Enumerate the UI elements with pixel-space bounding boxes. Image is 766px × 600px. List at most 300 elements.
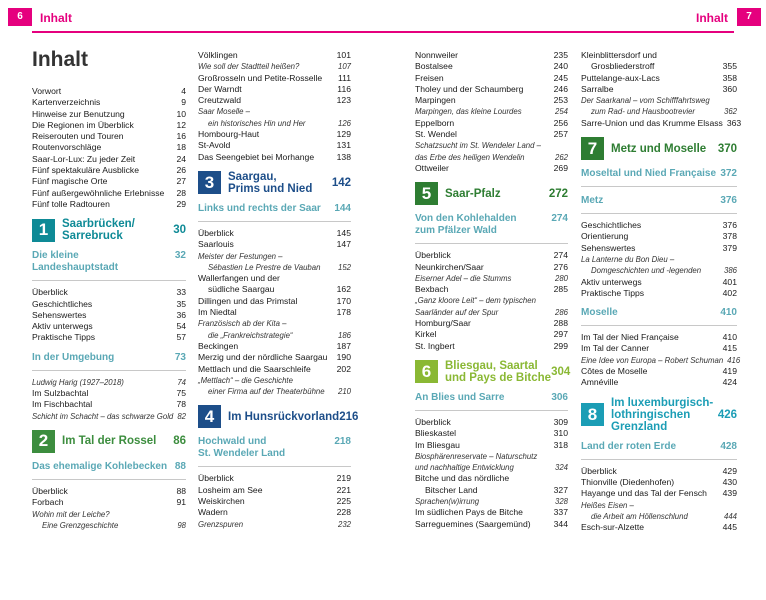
entry-page: 98 xyxy=(177,520,186,530)
feature-box-entry[interactable] xyxy=(32,377,186,388)
feature-box-entry[interactable] xyxy=(581,95,737,106)
toc-entry[interactable] xyxy=(415,73,568,84)
entry-label: Überblick xyxy=(581,465,617,476)
section-heading[interactable] xyxy=(581,441,737,453)
entry-label: Saar-Lor-Lux: Zu jeder Zeit xyxy=(32,153,136,164)
toc-entry[interactable] xyxy=(32,497,186,508)
entry-page: 253 xyxy=(553,95,568,106)
entry-page: 138 xyxy=(336,151,351,162)
entry-page: 269 xyxy=(553,162,568,173)
toc-entry[interactable] xyxy=(581,288,737,299)
toc-entry[interactable] xyxy=(581,477,737,488)
section-divider xyxy=(581,459,737,460)
feature-box-entry[interactable] xyxy=(198,251,351,262)
entry-page: 355 xyxy=(722,61,737,72)
toc-entry[interactable] xyxy=(32,199,186,210)
toc-entry[interactable] xyxy=(581,488,737,499)
entry-label: Überblick xyxy=(198,227,234,238)
entry-label: Sarralbe xyxy=(581,83,614,94)
toc-entry[interactable] xyxy=(415,61,568,72)
entry-page: 360 xyxy=(722,83,737,94)
entry-page: 4 xyxy=(181,86,186,96)
chapter-title: Im Tal der Rossel xyxy=(62,435,157,448)
feature-box-entry[interactable] xyxy=(415,462,568,473)
section-page: 88 xyxy=(174,460,186,472)
entry-page: 402 xyxy=(722,287,737,298)
feature-box-entry[interactable] xyxy=(415,106,568,117)
toc-entry[interactable] xyxy=(32,109,186,120)
entry-page: 328 xyxy=(554,497,568,507)
entry-label: Saarlouis xyxy=(198,239,234,250)
toc-entry[interactable] xyxy=(415,84,568,95)
toc-entry[interactable] xyxy=(198,273,351,284)
entry-label: Hayange und das Tal der Fensch xyxy=(581,488,707,499)
toc-entry[interactable] xyxy=(415,250,568,261)
entry-page: 74 xyxy=(177,377,186,387)
entry-label: Im Niedtal xyxy=(198,307,237,318)
entry-label: Sébastien Le Prestre de Vauban xyxy=(208,262,321,272)
feature-box-entry[interactable] xyxy=(415,295,568,306)
feature-box-entry[interactable] xyxy=(198,519,351,530)
toc-entry[interactable] xyxy=(198,284,351,295)
entry-page: 152 xyxy=(337,262,351,272)
toc-entry[interactable] xyxy=(32,332,186,343)
toc-entry[interactable] xyxy=(581,84,737,95)
toc-entry[interactable] xyxy=(32,388,186,399)
feature-box-entry[interactable] xyxy=(415,140,568,151)
feature-box-entry[interactable] xyxy=(581,254,737,265)
toc-entry[interactable] xyxy=(581,231,737,242)
entry-page: 170 xyxy=(336,295,351,306)
entry-page: 288 xyxy=(553,318,568,329)
entry-page: 36 xyxy=(176,309,186,320)
feature-box-entry[interactable] xyxy=(415,451,568,462)
entry-label: Côtes de Moselle xyxy=(581,366,648,377)
toc-entry[interactable] xyxy=(415,262,568,273)
toc-entry[interactable] xyxy=(198,307,351,318)
toc-entry[interactable] xyxy=(415,440,568,451)
toc-entry[interactable] xyxy=(198,73,351,84)
entry-label: Esch-sur-Alzette xyxy=(581,522,645,533)
toc-entry[interactable] xyxy=(415,318,568,329)
chapter-heading[interactable] xyxy=(415,182,568,205)
entry-label: Grosbliederstroff xyxy=(591,61,655,72)
toc-entry[interactable] xyxy=(415,329,568,340)
feature-box-entry[interactable] xyxy=(581,355,741,366)
section-divider xyxy=(32,479,186,480)
toc-entry[interactable] xyxy=(198,364,351,375)
entry-page: 111 xyxy=(337,72,351,83)
entry-page: 419 xyxy=(722,366,737,377)
entry-page: 57 xyxy=(176,332,186,343)
entry-label: Überblick xyxy=(32,485,68,496)
entry-page: 363 xyxy=(726,117,742,128)
entry-label: Schicht im Schacht – das schwarze Gold xyxy=(32,411,174,421)
entry-page: 178 xyxy=(336,307,351,318)
feature-box-entry[interactable] xyxy=(32,509,186,520)
toc-entry[interactable] xyxy=(198,140,351,151)
section-heading[interactable] xyxy=(32,461,186,473)
entry-page: 228 xyxy=(336,507,351,518)
section-page: 274 xyxy=(551,213,568,225)
entry-label: St. Wendel xyxy=(415,129,457,140)
entry-page: 262 xyxy=(554,152,568,162)
section-divider xyxy=(198,466,351,467)
entry-label: Marpingen, das kleine Lourdes xyxy=(415,107,522,117)
feature-box-entry[interactable] xyxy=(198,106,351,117)
feature-box-entry[interactable] xyxy=(581,500,737,511)
toc-entry[interactable] xyxy=(415,118,568,129)
toc-entry[interactable] xyxy=(415,341,568,352)
entry-label: Französisch ab der Kita – xyxy=(198,319,287,329)
entry-label: Orientierung xyxy=(581,231,629,242)
toc-entry[interactable] xyxy=(415,485,568,496)
toc-entry[interactable] xyxy=(581,277,737,288)
entry-page: 232 xyxy=(337,519,351,529)
toc-entry[interactable] xyxy=(415,129,568,140)
feature-box-entry[interactable] xyxy=(581,511,737,522)
entry-label: Bostalsee xyxy=(415,61,453,72)
entry-label: Meister der Festungen – xyxy=(198,251,283,261)
feature-box-entry[interactable] xyxy=(198,375,351,386)
feature-box-entry[interactable] xyxy=(198,330,351,341)
entry-label: Ludwig Harig (1927–2018) xyxy=(32,377,124,387)
entry-page: 88 xyxy=(176,485,186,496)
page-number-left: 6 xyxy=(8,8,32,26)
entry-label: Im Sulzbachtal xyxy=(32,388,89,399)
chapter-page: 370 xyxy=(717,142,737,155)
section-label: Moselle xyxy=(581,307,618,319)
entry-label: Fünf tolle Radtouren xyxy=(32,198,110,209)
toc-entry[interactable] xyxy=(32,131,186,142)
chapter-heading[interactable] xyxy=(581,397,737,433)
entry-label: Geschichtliches xyxy=(581,220,642,231)
entry-page: 202 xyxy=(336,363,351,374)
toc-entry[interactable] xyxy=(198,352,351,363)
toc-entry[interactable] xyxy=(581,366,737,377)
entry-label: Kartenverzeichnis xyxy=(32,97,101,108)
toc-entry[interactable] xyxy=(32,310,186,321)
entry-label: Routenvorschläge xyxy=(32,142,102,153)
toc-entry[interactable] xyxy=(415,95,568,106)
toc-entry[interactable] xyxy=(581,220,737,231)
chapter-heading[interactable] xyxy=(415,359,571,384)
entry-label: und nachhaltige Entwicklung xyxy=(415,463,514,473)
entry-label: Völklingen xyxy=(198,50,238,60)
section-label: An Blies und Sarre xyxy=(415,391,505,403)
feature-box-entry[interactable] xyxy=(198,262,351,273)
toc-entry[interactable] xyxy=(415,507,568,518)
chapter-page: 30 xyxy=(173,224,186,237)
toc-entry[interactable] xyxy=(198,84,351,95)
feature-box-entry[interactable] xyxy=(415,273,568,284)
section-label: In der Umgebung xyxy=(32,351,115,363)
toc-entry[interactable] xyxy=(581,61,737,72)
feature-box-entry[interactable] xyxy=(415,307,568,318)
entry-page: 309 xyxy=(553,416,568,427)
section-heading[interactable] xyxy=(32,250,186,274)
toc-entry[interactable] xyxy=(198,473,351,484)
entry-page: 410 xyxy=(722,332,737,343)
entry-label: Sehenswertes xyxy=(581,242,636,253)
chapter-number-badge: 3 xyxy=(198,171,221,194)
section-label: Metz xyxy=(581,195,604,207)
chapter-title: Saargau, Prims und Nied xyxy=(228,170,313,195)
entry-page: 274 xyxy=(553,250,568,261)
chapter-heading[interactable] xyxy=(581,137,737,160)
section-heading[interactable] xyxy=(581,307,737,319)
toc-entry[interactable] xyxy=(198,496,351,507)
section-divider xyxy=(32,370,186,371)
feature-box-entry[interactable] xyxy=(198,318,351,329)
toc-entry[interactable] xyxy=(581,466,737,477)
toc-entry[interactable] xyxy=(581,522,737,533)
toc-column-2 xyxy=(198,50,359,530)
entry-label: Merzig und der nördliche Saargau xyxy=(198,352,328,363)
entry-page: 280 xyxy=(554,273,568,283)
entry-page: 24 xyxy=(176,153,186,164)
entry-label: Forbach xyxy=(32,497,64,508)
toc-entry[interactable] xyxy=(415,284,568,295)
entry-page: 82 xyxy=(177,411,186,421)
feature-box-entry[interactable] xyxy=(198,61,351,72)
feature-box-entry[interactable] xyxy=(198,386,351,397)
chapter-number-badge: 7 xyxy=(581,137,604,160)
entry-label: Das Seengebiet bei Morhange xyxy=(198,151,315,162)
chapter-page: 216 xyxy=(339,410,359,423)
chapter-number-badge: 8 xyxy=(581,403,604,426)
entry-label: Thionville (Diedenhofen) xyxy=(581,476,675,487)
entry-label: Im Tal der Nied Française xyxy=(581,332,679,343)
entry-label: Wohin mit der Leiche? xyxy=(32,509,110,519)
entry-label: Losheim am See xyxy=(198,484,263,495)
page-title: Inhalt xyxy=(32,48,88,71)
section-page: 306 xyxy=(551,391,568,403)
entry-page: 187 xyxy=(336,340,351,351)
toc-entry[interactable] xyxy=(198,296,351,307)
chapter-title: Saarbrücken/ Sarrebruck xyxy=(62,218,135,243)
entry-page: 256 xyxy=(553,117,568,128)
toc-entry[interactable] xyxy=(198,341,351,352)
entry-page: 257 xyxy=(553,129,568,140)
entry-label: Marpingen xyxy=(415,95,456,106)
entry-label: ein historisches Hin und Her xyxy=(208,118,306,128)
toc-entry[interactable] xyxy=(581,377,737,388)
entry-page: 445 xyxy=(722,522,737,533)
chapter-heading[interactable] xyxy=(32,218,186,242)
entry-label: Saar Moselle – xyxy=(198,107,251,117)
entry-label: das Erbe des heiligen Wendelin xyxy=(415,152,525,162)
toc-entry[interactable] xyxy=(198,50,351,61)
entry-label: Amnéville xyxy=(581,377,619,388)
feature-box-entry[interactable] xyxy=(32,411,186,422)
toc-entry[interactable] xyxy=(32,165,186,176)
chapter-page: 304 xyxy=(551,365,571,378)
section-label: Von den Kohlehalden zum Pfälzer Wald xyxy=(415,213,517,237)
entry-label: Der Warndt xyxy=(198,83,242,94)
section-heading[interactable] xyxy=(581,195,737,207)
section-label: Hochwald und St. Wendeler Land xyxy=(198,436,286,460)
entry-page: 297 xyxy=(553,329,568,340)
section-heading[interactable] xyxy=(581,168,737,180)
entry-label: Neunkirchen/Saar xyxy=(415,261,484,272)
header-rule xyxy=(32,31,383,33)
toc-entry[interactable] xyxy=(198,239,351,250)
entry-label: Wie soll der Stadtteil heißen? xyxy=(198,62,300,72)
entry-label: Aktiv unterwegs xyxy=(581,276,642,287)
toc-entry[interactable] xyxy=(415,473,568,484)
entry-label: Sprachen(w)irrung xyxy=(415,497,480,507)
entry-label: die „Frankreichstrategie“ xyxy=(208,330,293,340)
entry-label: Eppelborn xyxy=(415,117,455,128)
entry-page: 101 xyxy=(336,50,351,60)
toc-entry[interactable] xyxy=(32,399,186,410)
section-divider xyxy=(581,213,737,214)
feature-box-entry[interactable] xyxy=(32,520,186,531)
entry-page: 33 xyxy=(176,287,186,298)
entry-page: 235 xyxy=(553,50,568,60)
entry-label: Wallerfangen und der xyxy=(198,273,280,284)
entry-label: Fünf außergewöhnliche Erlebnisse xyxy=(32,187,165,198)
entry-page: 129 xyxy=(336,129,351,140)
entry-label: Kirkel xyxy=(415,329,437,340)
entry-page: 10 xyxy=(176,108,186,119)
entry-label: zum Rad- und Hausbootrevier xyxy=(591,107,696,117)
entry-label: Bexbach xyxy=(415,284,449,295)
toc-entry[interactable] xyxy=(415,417,568,428)
running-header-right: Inhalt xyxy=(696,11,728,25)
entry-label: Wadern xyxy=(198,507,228,518)
toc-entry[interactable] xyxy=(32,176,186,187)
chapter-heading[interactable] xyxy=(198,171,351,195)
entry-page: 318 xyxy=(553,439,568,450)
entry-page: 123 xyxy=(336,95,351,106)
feature-box-entry[interactable] xyxy=(581,106,737,117)
toc-entry[interactable] xyxy=(198,129,351,140)
entry-page: 221 xyxy=(336,484,351,495)
feature-box-entry[interactable] xyxy=(198,118,351,129)
chapter-title: Saar-Pfalz xyxy=(445,187,501,200)
chapter-heading[interactable] xyxy=(198,405,359,428)
entry-page: 54 xyxy=(176,321,186,332)
section-heading[interactable] xyxy=(415,213,568,237)
entry-page: 379 xyxy=(722,242,737,253)
header-rule xyxy=(383,31,734,33)
toc-column-1 xyxy=(32,86,186,531)
toc-entry[interactable] xyxy=(32,154,186,165)
toc-entry[interactable] xyxy=(415,428,568,439)
entry-page: 378 xyxy=(722,231,737,242)
section-divider xyxy=(415,410,568,411)
entry-label: Reiserouten und Touren xyxy=(32,131,124,142)
entry-page: 358 xyxy=(722,72,737,83)
entry-label: Geschichtliches xyxy=(32,298,93,309)
feature-box-entry[interactable] xyxy=(415,152,568,163)
toc-entry[interactable] xyxy=(581,73,737,84)
entry-label: die Arbeit am Höllenschlund xyxy=(591,511,688,521)
entry-label: Großrosseln und Petite-Rosselle xyxy=(198,72,323,83)
toc-entry[interactable] xyxy=(581,243,737,254)
toc-entry[interactable] xyxy=(198,95,351,106)
entry-label: Saarländer auf der Spur xyxy=(415,307,499,317)
toc-entry[interactable] xyxy=(198,507,351,518)
chapter-title: Im luxemburgisch- lothringischen Grenzland xyxy=(611,396,714,433)
entry-label: Biosphärenreservate – Naturschutz xyxy=(415,451,538,461)
entry-label: Vorwort xyxy=(32,86,62,96)
entry-label: Überblick xyxy=(32,287,68,298)
feature-box-entry[interactable] xyxy=(581,265,737,276)
entry-label: Domgeschichten und -legenden xyxy=(591,266,702,276)
toc-entry[interactable] xyxy=(581,343,737,354)
entry-label: Im Tal der Canner xyxy=(581,343,650,354)
entry-page: 324 xyxy=(554,463,568,473)
feature-box-entry[interactable] xyxy=(415,496,568,507)
toc-entry[interactable] xyxy=(415,163,568,174)
section-divider xyxy=(415,243,568,244)
entry-label: Überblick xyxy=(415,250,451,261)
toc-entry[interactable] xyxy=(198,228,351,239)
toc-entry[interactable] xyxy=(32,120,186,131)
section-heading[interactable] xyxy=(198,436,351,460)
chapter-number-badge: 6 xyxy=(415,360,438,383)
entry-page: 35 xyxy=(176,298,186,309)
toc-entry[interactable] xyxy=(32,287,186,298)
entry-label: Hinweise zur Benutzung xyxy=(32,108,125,119)
entry-label: St. Ingbert xyxy=(415,340,455,351)
section-heading[interactable] xyxy=(415,392,568,404)
entry-label: einer Firma auf der Theaterbühne xyxy=(208,387,325,397)
toc-entry[interactable] xyxy=(415,519,568,530)
entry-page: 16 xyxy=(176,131,186,142)
entry-page: 430 xyxy=(722,476,737,487)
entry-label: Weiskirchen xyxy=(198,496,245,507)
entry-page: 444 xyxy=(723,511,737,521)
entry-page: 29 xyxy=(176,198,186,209)
section-heading[interactable] xyxy=(32,352,186,364)
entry-label: St-Avold xyxy=(198,140,231,151)
toc-entry[interactable] xyxy=(32,86,186,97)
entry-label: Kleinblittersdorf und xyxy=(581,50,657,60)
entry-label: Hombourg-Haut xyxy=(198,129,260,140)
toc-entry[interactable] xyxy=(32,299,186,310)
toc-entry[interactable] xyxy=(198,152,351,163)
entry-page: 276 xyxy=(553,261,568,272)
toc-entry[interactable] xyxy=(32,321,186,332)
section-page: 32 xyxy=(174,250,186,262)
section-page: 376 xyxy=(720,195,737,207)
toc-entry[interactable] xyxy=(198,485,351,496)
toc-entry[interactable] xyxy=(32,188,186,199)
toc-entry[interactable] xyxy=(32,97,186,108)
entry-page: 362 xyxy=(723,107,737,117)
toc-entry[interactable] xyxy=(32,142,186,153)
entry-label: Praktische Tipps xyxy=(581,287,645,298)
section-divider xyxy=(198,221,351,222)
entry-label: Schatzsucht im St. Wendeler Land – xyxy=(415,141,541,151)
entry-label: Die Regionen im Überblick xyxy=(32,119,134,130)
toc-entry[interactable] xyxy=(581,332,737,343)
chapter-heading[interactable] xyxy=(32,430,186,453)
section-heading[interactable] xyxy=(198,203,351,215)
toc-entry[interactable] xyxy=(32,486,186,497)
chapter-title: Im Hunsrückvorland xyxy=(228,410,340,423)
toc-entry[interactable] xyxy=(415,50,568,61)
chapter-title: Bliesgau, Saartal und Pays de Bitche xyxy=(445,359,552,384)
toc-entry[interactable] xyxy=(581,50,737,61)
toc-entry[interactable] xyxy=(581,117,742,129)
section-label: Land der roten Erde xyxy=(581,440,677,452)
entry-label: Fünf spektakuläre Ausblicke xyxy=(32,165,140,176)
